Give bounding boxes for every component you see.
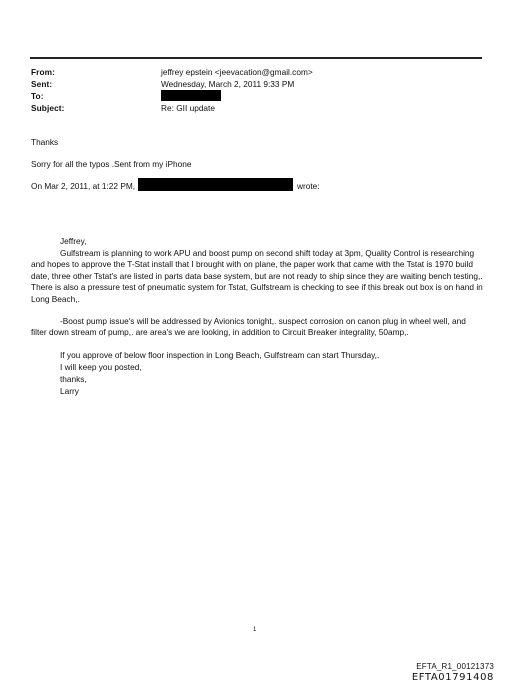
subject-label: Subject: [31, 103, 65, 113]
subject-value: Re: GII update [161, 103, 215, 113]
bates-code-1: EFTA_R1_00121373 [416, 662, 494, 671]
to-redaction [161, 90, 221, 101]
salutation: Jeffrey, [60, 236, 87, 246]
header-divider [30, 57, 482, 59]
to-label: To: [31, 91, 44, 101]
body-thanks: Thanks [31, 137, 59, 147]
signature: Larry [60, 386, 79, 396]
quote-wrote: wrote: [297, 181, 320, 191]
paragraph-3-line-1: If you approve of below floor inspection in Long Beach, Gulfstream can start Thursday,. [60, 350, 380, 360]
from-value: jeffrey epstein <jeevacation@gmail.com> [161, 67, 313, 77]
paragraph-3-line-2: I will keep you posted, [60, 362, 142, 372]
from-label: From: [31, 67, 56, 77]
sent-label: Sent: [31, 79, 53, 89]
bates-code-2: EFTA01791408 [411, 672, 494, 683]
closing: thanks, [60, 374, 87, 384]
paragraph-2: -Boost pump issue's will be addressed by Avionics tonight,. suspect corrosion on canon plug in wheel well, and filter down stream of pump,. are area's we are looking, in addition to Circuit Breaker integrality, 50amp,. [31, 316, 466, 338]
paragraph-1: Gulfstream is planning to work APU and boost pump on second shift today at 3pm, Quality Control is researching and hopes to approve the T-Stat install that I brought with on plane, the paper work that came with the Tstat is 1970 build date, three other Tstat's are listed in parts data base system, but are not ready to ship since they are waiting bench testing,. There is also a pressure test of pneumatic system for Tstat, Gulfstream is checking to see if this break out box is on hand in Long Beach,. [31, 248, 483, 304]
sender-redaction [138, 178, 293, 191]
page-number: 1 [253, 627, 257, 633]
body-sorry: Sorry for all the typos .Sent from my iPhone [31, 159, 192, 169]
sent-value: Wednesday, March 2, 2011 9:33 PM [161, 79, 295, 89]
quote-intro: On Mar 2, 2011, at 1:22 PM, [31, 181, 136, 191]
